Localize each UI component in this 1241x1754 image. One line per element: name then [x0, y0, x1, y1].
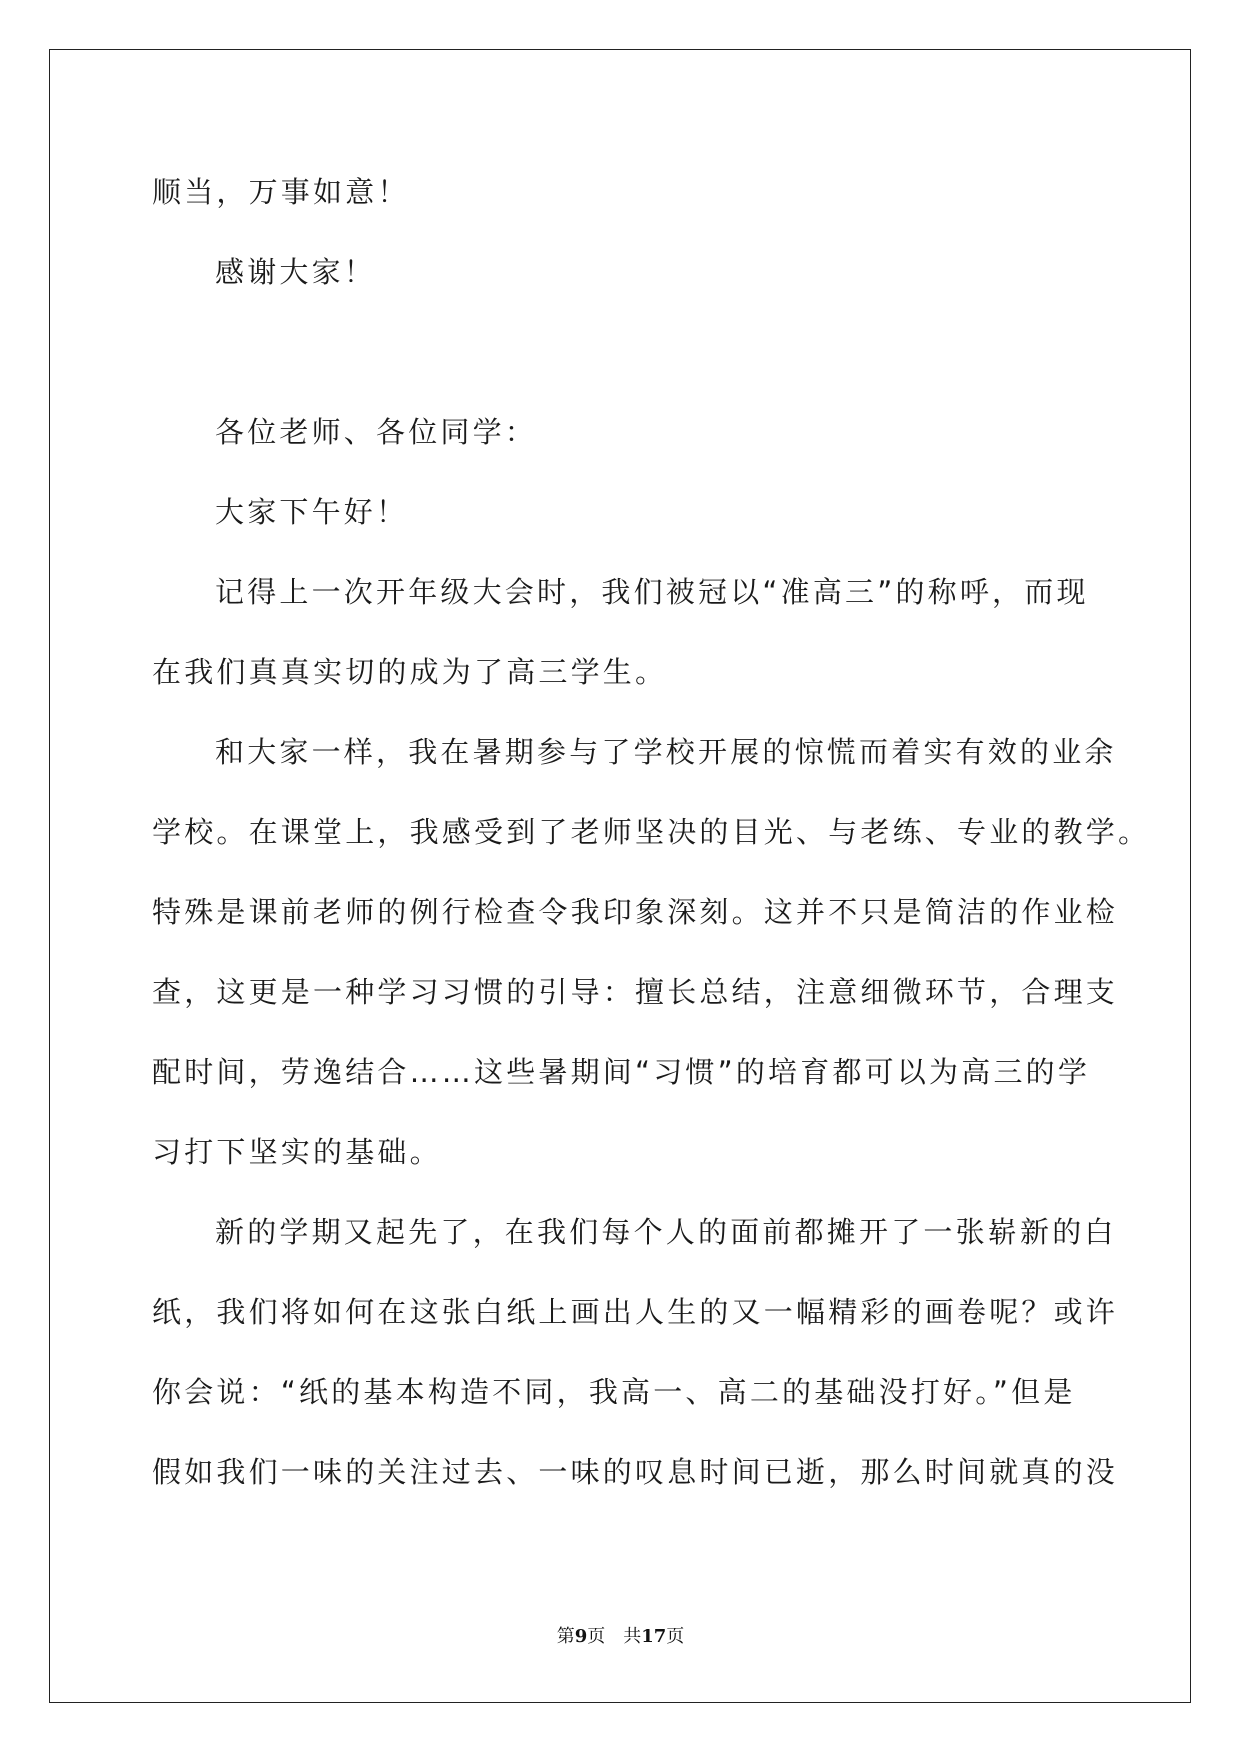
paragraph-line: 各位老师、各位同学：: [215, 415, 538, 449]
paragraph-line: 查，这更是一种学习习惯的引导：擅长总结，注意细微环节，合理支: [152, 975, 1119, 1009]
footer-total-prefix: 共: [623, 1626, 642, 1647]
page-number: 9: [574, 1626, 588, 1647]
paragraph-line: 假如我们一味的关注过去、一味的叹息时间已逝，那么时间就真的没: [152, 1455, 1119, 1489]
paragraph-line: 配时间，劳逸结合……这些暑期间“习惯”的培育都可以为高三的学: [152, 1055, 1091, 1089]
paragraph-line: 大家下午好！: [215, 495, 409, 529]
paragraph-line: 学校。在课堂上，我感受到了老师坚决的目光、与老练、专业的教学。: [152, 815, 1151, 849]
page-footer: [0, 1622, 1241, 1648]
total-pages: 17: [641, 1626, 667, 1647]
paragraph-line: 和大家一样，我在暑期参与了学校开展的惊慌而着实有效的业余: [215, 735, 1117, 769]
paragraph-line: 你会说：“纸的基本构造不同，我高一、高二的基础没打好。”但是: [152, 1375, 1076, 1409]
paragraph-line: 习打下坚实的基础。: [152, 1135, 442, 1169]
paragraph-line: 纸，我们将如何在这张白纸上画出人生的又一幅精彩的画卷呢？或许: [152, 1295, 1119, 1329]
paragraph-line: 在我们真真实切的成为了高三学生。: [152, 655, 668, 689]
footer-prefix: 第: [556, 1626, 575, 1647]
footer-page-unit: 页: [587, 1626, 606, 1647]
footer-total-unit: 页: [666, 1626, 685, 1647]
paragraph-line: 特殊是课前老师的例行检查令我印象深刻。这并不只是简洁的作业检: [152, 895, 1119, 929]
paragraph-line: 新的学期又起先了，在我们每个人的面前都摊开了一张崭新的白: [215, 1215, 1117, 1249]
paragraph-line: 顺当，万事如意！: [152, 175, 410, 209]
paragraph-line: 感谢大家！: [215, 255, 377, 289]
paragraph-line: 记得上一次开年级大会时，我们被冠以“准高三”的称呼，而现: [215, 575, 1089, 609]
